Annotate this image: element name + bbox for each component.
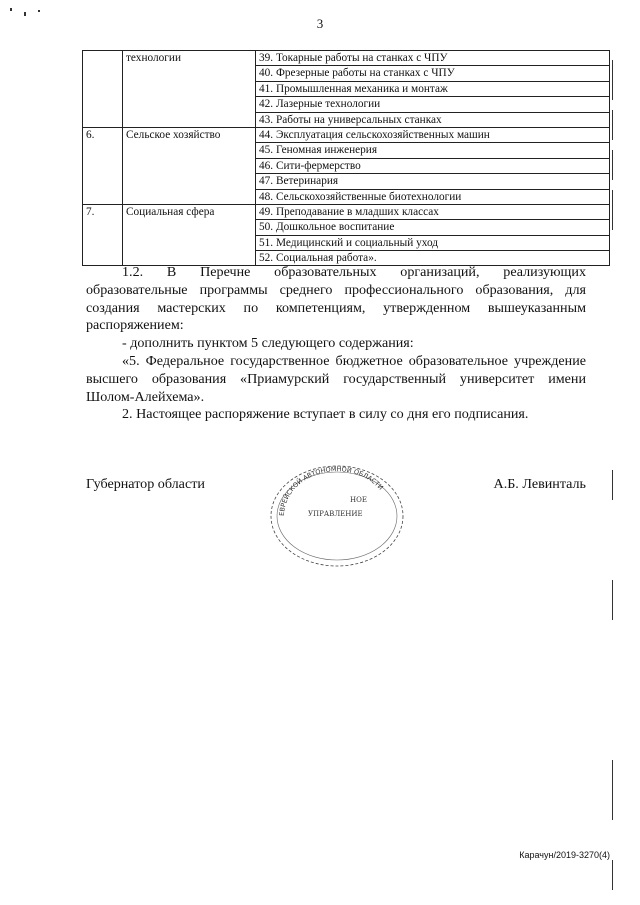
competency-item: 49. Преподавание в младших классах [256,204,610,219]
table-row [83,51,610,66]
scan-mark [612,580,613,620]
paragraph-2: 2. Настоящее распоряжение вступает в силу со дня его подписания. [122,406,529,423]
competency-item: 52. Социальная работа». [256,251,610,266]
row-number [83,51,123,128]
document-code: Карачун/2019-3270(4) [519,850,610,860]
body-text [86,264,586,424]
competency-item: 45. Геномная инженерия [256,143,610,158]
scan-mark [612,470,613,500]
scan-mark [612,150,613,180]
stamp-inner-text-2: УПРАВЛЕНИЕ [308,510,363,518]
scan-mark [612,760,613,820]
scan-mark [10,8,12,11]
signatory-name: А.Б. Левинталь [493,476,586,492]
competency-item: 44. Эксплуатация сельскохозяйственных машин [256,127,610,142]
table-row [83,127,610,142]
sector-name: технологии [123,51,256,128]
competency-item: 41. Промышленная механика и монтаж [256,81,610,96]
paragraph-1-2: 1.2. В Перечне образовательных организаций, реализующих образовательные программы среднего профессионального образования, для создания мастерских по компетенциям, утвержденном вышеуказанным распоряжением: [86,264,586,334]
row-number: 6. [83,127,123,204]
competency-item: 46. Сити-фермерство [256,158,610,173]
stamp-inner-text-1: НОЕ [350,496,367,504]
competency-item: 42. Лазерные технологии [256,97,610,112]
page-number: 3 [316,16,324,31]
competency-item: 51. Медицинский и социальный уход [256,235,610,250]
competency-item: 39. Токарные работы на станках с ЧПУ [256,51,610,66]
paragraph-add-item: - дополнить пунктом 5 следующего содержания: [122,335,414,352]
competency-item: 50. Дошкольное воспитание [256,220,610,235]
signatory-title: Губернатор области [86,476,205,492]
scan-mark [24,12,26,16]
competency-item: 40. Фрезерные работы на станках с ЧПУ [256,66,610,81]
competency-item: 48. Сельскохозяйственные биотехнологии [256,189,610,204]
competency-item: 43. Работы на универсальных станках [256,112,610,127]
sector-name: Сельское хозяйство [123,127,256,204]
table-row [83,204,610,219]
scan-mark [38,10,40,12]
stamp-outer-text: ЕВРЕЙСКОЙ АВТОНОМНОЙ ОБЛАСТИ [277,465,385,517]
row-number: 7. [83,204,123,266]
scan-mark [612,190,613,230]
scan-mark [612,860,613,890]
competency-item: 47. Ветеринария [256,174,610,189]
sector-name: Социальная сфера [123,204,256,266]
scan-mark [612,110,613,140]
paragraph-item-5: «5. Федеральное государственное бюджетное образовательное учреждение высшего образования «Приамурский государственный университет имени Шолом-Алейхема». [86,352,586,405]
competencies-table [82,50,610,266]
scan-mark [612,60,613,100]
official-stamp [262,460,412,570]
